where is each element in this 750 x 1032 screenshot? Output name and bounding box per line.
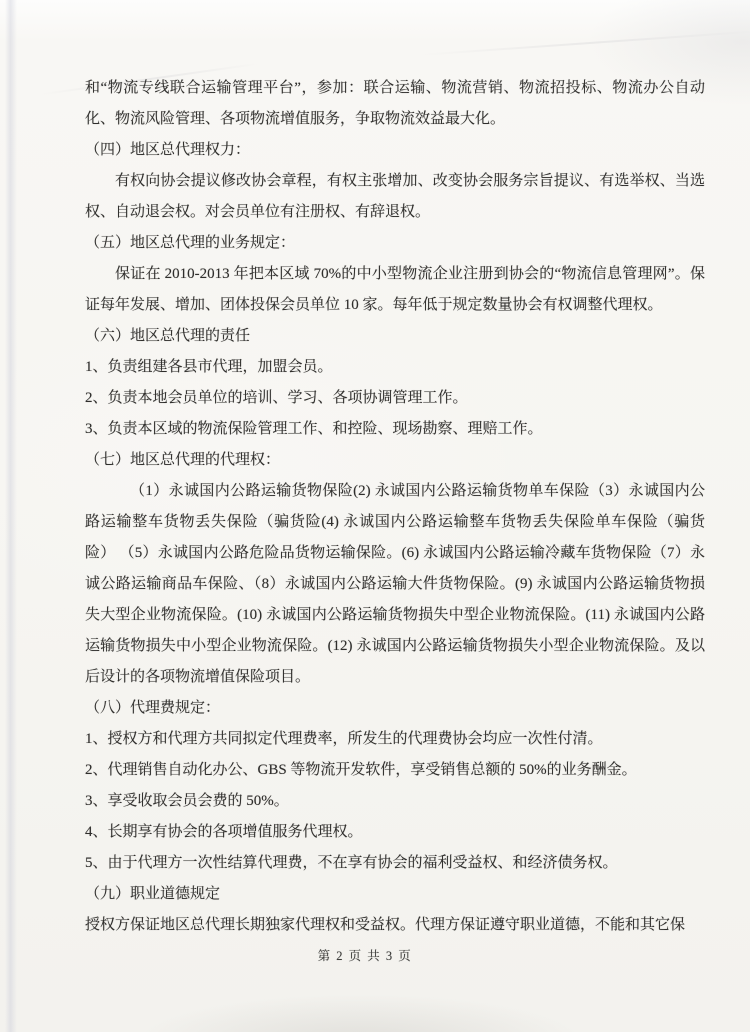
- list-item-1: 1、负责组建各县市代理，加盟会员。: [85, 359, 333, 375]
- list-item-4: 4、长期享有协会的各项增值服务代理权。: [85, 824, 363, 840]
- page-number-footer: 第 2 页 共 3 页: [317, 949, 413, 963]
- list-item-1: 1、授权方和代理方共同拟定代理费率，所发生的代理费协会均应一次性付清。: [85, 731, 603, 747]
- list-item-2: 2、负责本地会员单位的培训、学习、各项协调管理工作。: [85, 390, 468, 406]
- paper-crease: [420, 30, 750, 56]
- document-body: [85, 73, 705, 941]
- list-item-3: 3、享受收取会员会费的 50%。: [85, 793, 289, 809]
- section-heading-9: （九）职业道德规定: [85, 886, 221, 902]
- paragraph-insurance-list: （1）永诚国内公路运输货物保险(2) 永诚国内公路运输货物单车保险（3）永诚国内公路运输整车货物丢失保险（骗货险(4) 永诚国内公路运输整车货物丢失保险单车保险（骗货险） （5）永诚国内公路危险品货物运输保险。(6) 永诚国内公路运输冷藏车货物保险（7）永诚公路运输商品车保险、（8）永诚国内公路运输大件货物保险。(9) 永诚国内公路运输货物损失大型企业物流保险。(10) 永诚国内公路运输货物损失中型企业物流保险。(11) 永诚国内公路运输货物损失中小型企业物流保险。(12) 永诚国内公路运输货物损失小型企业物流保险。及以后设计的各项物流增值保险项目。: [85, 483, 705, 685]
- paragraph-continuation: 授权方保证地区总代理长期独家代理权和受益权。代理方保证遵守职业道德，不能和其它保: [85, 917, 686, 933]
- section-heading-4: （四）地区总代理权力：: [85, 142, 251, 158]
- paragraph-body: 有权向协会提议修改协会章程，有权主张增加、改变协会服务宗旨提议、有选举权、当选权、自动退会权。对会员单位有注册权、有辞退权。: [85, 173, 705, 220]
- paper-edge-shadow: [5, 0, 17, 1032]
- section-heading-7: （七）地区总代理的代理权：: [85, 452, 281, 468]
- list-item-3: 3、负责本区域的物流保险管理工作、和控险、现场勘察、理赔工作。: [85, 421, 543, 437]
- section-heading-8: （八）代理费规定：: [85, 700, 221, 716]
- paragraph-continuation: 和“物流专线联合运输管理平台”，参加：联合运输、物流营销、物流招投标、物流办公自动化、物流风险管理、各项物流增值服务，争取物流效益最大化。: [85, 80, 705, 127]
- list-item-2: 2、代理销售自动化办公、GBS 等物流开发软件，享受销售总额的 50%的业务酬金。: [85, 762, 637, 778]
- paragraph-body: 保证在 2010-2013 年把本区域 70%的中小型物流企业注册到协会的“物流信息管理网”。保证每年发展、增加、团体投保会员单位 10 家。每年低于规定数量协会有权调整代理权。: [85, 266, 705, 313]
- section-heading-6: （六）地区总代理的责任: [85, 328, 251, 344]
- section-heading-5: （五）地区总代理的业务规定：: [85, 235, 296, 251]
- list-item-5: 5、由于代理方一次性结算代理费，不在享有协会的福利受益权、和经济债务权。: [85, 855, 618, 871]
